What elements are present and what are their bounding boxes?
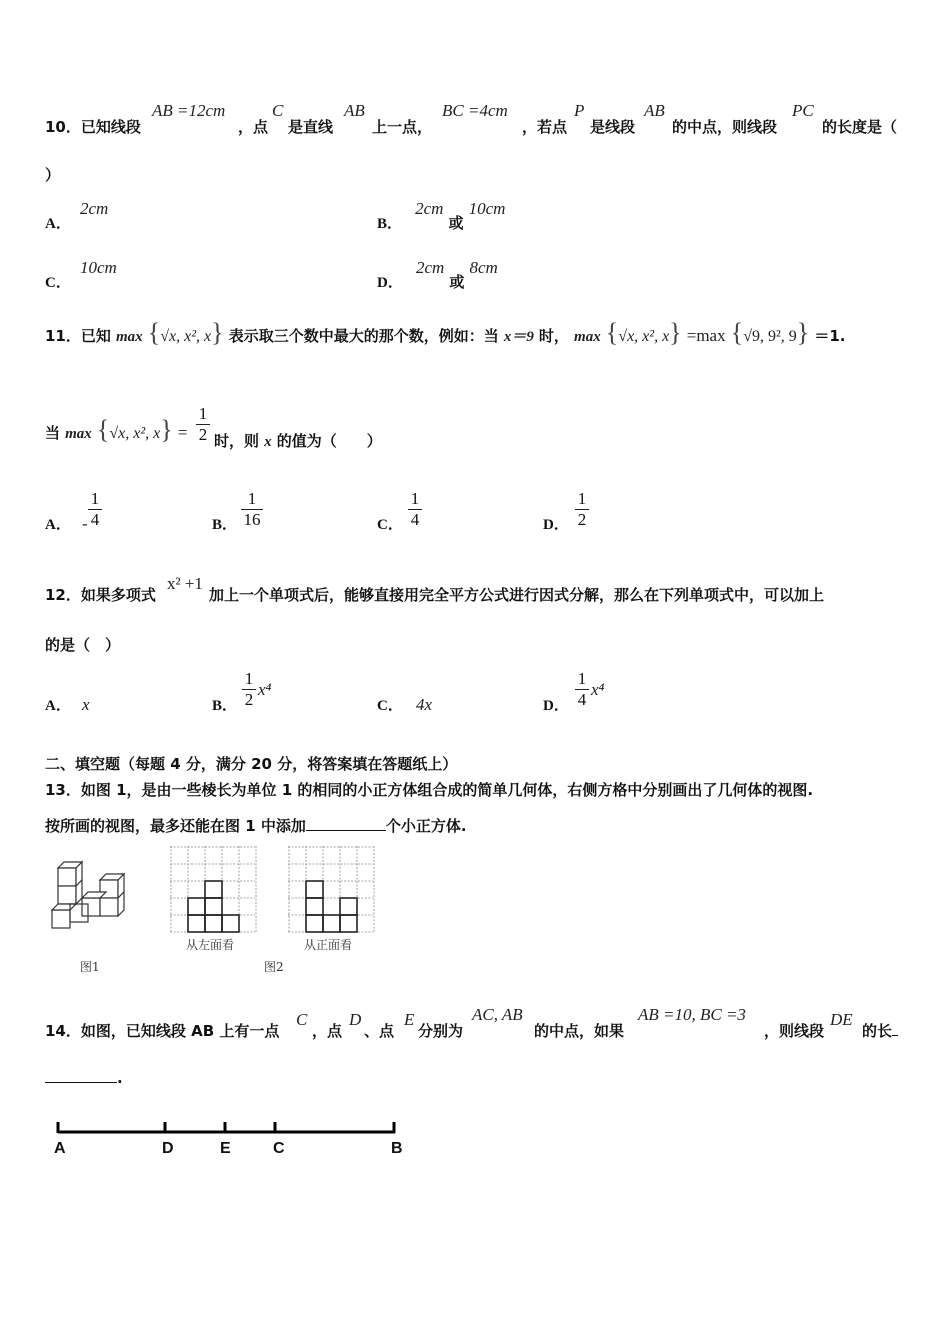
q11-option-c-fraction: 1 4 bbox=[408, 490, 422, 529]
q14-e: E bbox=[404, 1010, 415, 1029]
q10-text: ，若点 bbox=[522, 118, 568, 136]
q10-ab: AB bbox=[644, 101, 665, 120]
q10-ab12: AB =12cm bbox=[152, 101, 226, 120]
section-title: 二、填空题（每题 4 分，满分 20 分，将答案填在答题纸上） bbox=[45, 755, 458, 773]
q10-option-d: D． 2cm 或 8cm bbox=[377, 258, 498, 291]
q11-option-d-fraction: 1 2 bbox=[575, 490, 589, 529]
q11-option-c: C． bbox=[377, 517, 403, 533]
left-view-grid bbox=[170, 846, 258, 934]
q13-line1: 13．如图 1，是由一些棱长为单位 1 的相同的小正方体组合成的简单几何体，右侧方格中分别画出了几何体的视图. bbox=[45, 781, 814, 799]
q11-line2-end: 时，则 x 的值为（ ） bbox=[214, 432, 382, 450]
label-b: B bbox=[391, 1140, 403, 1157]
q14-answer-blank[interactable] bbox=[45, 1068, 117, 1083]
left-view-caption: 从左面看 bbox=[186, 938, 235, 952]
q10-pc: PC bbox=[792, 101, 814, 120]
q10-bc4: BC =4cm bbox=[442, 101, 508, 120]
q12-option-d-term: x⁴ bbox=[591, 680, 605, 699]
q14-text: ，则线段 bbox=[764, 1022, 825, 1040]
segment-figure bbox=[50, 1118, 410, 1138]
q14-ac-ab: AC, AB bbox=[472, 1005, 523, 1024]
q10-option-c: C． 10cm bbox=[45, 258, 117, 291]
label-d: D bbox=[162, 1140, 174, 1157]
q14-text: 的中点，如果 bbox=[534, 1022, 625, 1040]
q14-given: AB =10, BC =3 bbox=[638, 1005, 746, 1024]
q12-option-c: C． 4x bbox=[377, 695, 432, 714]
q12-option-b: B． bbox=[212, 698, 238, 714]
q14-text: ，点 bbox=[312, 1022, 343, 1040]
q10-ab: AB bbox=[344, 101, 365, 120]
q10-text: 是直线 bbox=[288, 118, 334, 136]
front-view-caption: 从正面看 bbox=[304, 938, 353, 952]
q13-answer-blank[interactable] bbox=[306, 816, 386, 831]
q10-text: 上一点， bbox=[372, 118, 433, 136]
q14-text: 分别为 bbox=[418, 1022, 464, 1040]
q12-line2: 的是（ ） bbox=[45, 636, 121, 654]
q14-line1-end: 的长 bbox=[862, 1020, 898, 1041]
q12-polynomial: x² +1 bbox=[167, 574, 203, 593]
q12-option-b-fraction: 1 2 bbox=[242, 670, 256, 709]
q14-line2: . bbox=[45, 1068, 123, 1087]
q14-de: DE bbox=[830, 1010, 853, 1029]
q12-option-a: A． x bbox=[45, 695, 90, 714]
q10-text: 是线段 bbox=[590, 118, 636, 136]
label-a: A bbox=[54, 1140, 66, 1157]
q10-line1: 10．已知线段 bbox=[45, 118, 141, 136]
q11-line1: 11．已知 max {√x, x², x} 表示取三个数中最大的那个数，例如：当 x＝9 时， max {√x, x², x} =max {√9, 9², 9} ＝1. bbox=[45, 318, 846, 347]
q14-c: C bbox=[296, 1010, 308, 1029]
q10-p: P bbox=[574, 101, 585, 120]
q10-text: ，点 bbox=[238, 118, 269, 136]
q10-c: C bbox=[272, 101, 284, 120]
q14-text: 、点 bbox=[364, 1022, 395, 1040]
q10-text: 的中点，则线段 bbox=[672, 118, 778, 136]
q14-line1: 14．如图，已知线段 AB 上有一点 bbox=[45, 1022, 280, 1040]
q11-half-fraction: 1 2 bbox=[196, 405, 210, 444]
q13-line2: 按所画的视图，最多还能在图 1 中添加 个小正方体. bbox=[45, 817, 467, 835]
q12-option-b-term: x⁴ bbox=[258, 680, 272, 699]
q11-line2: 当 max {√x, x², x} = bbox=[45, 415, 188, 444]
front-view-grid bbox=[288, 846, 376, 934]
q10-option-a: A． 2cm bbox=[45, 199, 109, 232]
q12-line1: 12．如果多项式 bbox=[45, 586, 156, 604]
q12-option-d: D． bbox=[543, 698, 569, 714]
q11-option-a-fraction: 1 4 bbox=[88, 490, 102, 529]
fig2-caption: 图2 bbox=[264, 960, 284, 974]
q11-option-b: B． bbox=[212, 517, 238, 533]
q11-option-b-fraction: 1 16 bbox=[241, 490, 263, 529]
q12-text: 加上一个单项式后，能够直接用完全平方公式进行因式分解，那么在下列单项式中，可以加上 bbox=[209, 586, 825, 604]
q10-text: 的长度是（ bbox=[822, 118, 898, 136]
q14-d: D bbox=[349, 1010, 362, 1029]
q10-close: ） bbox=[45, 166, 61, 184]
q11-option-d: D． bbox=[543, 517, 569, 533]
label-c: C bbox=[273, 1140, 285, 1157]
q11-option-a: A． - bbox=[45, 514, 88, 533]
cube-figure bbox=[44, 858, 128, 934]
q12-option-d-fraction: 1 4 bbox=[575, 670, 589, 709]
label-e: E bbox=[220, 1140, 231, 1157]
q10-option-b: B． 2cm 或 10cm bbox=[377, 199, 506, 232]
fig1-caption: 图1 bbox=[80, 960, 100, 974]
